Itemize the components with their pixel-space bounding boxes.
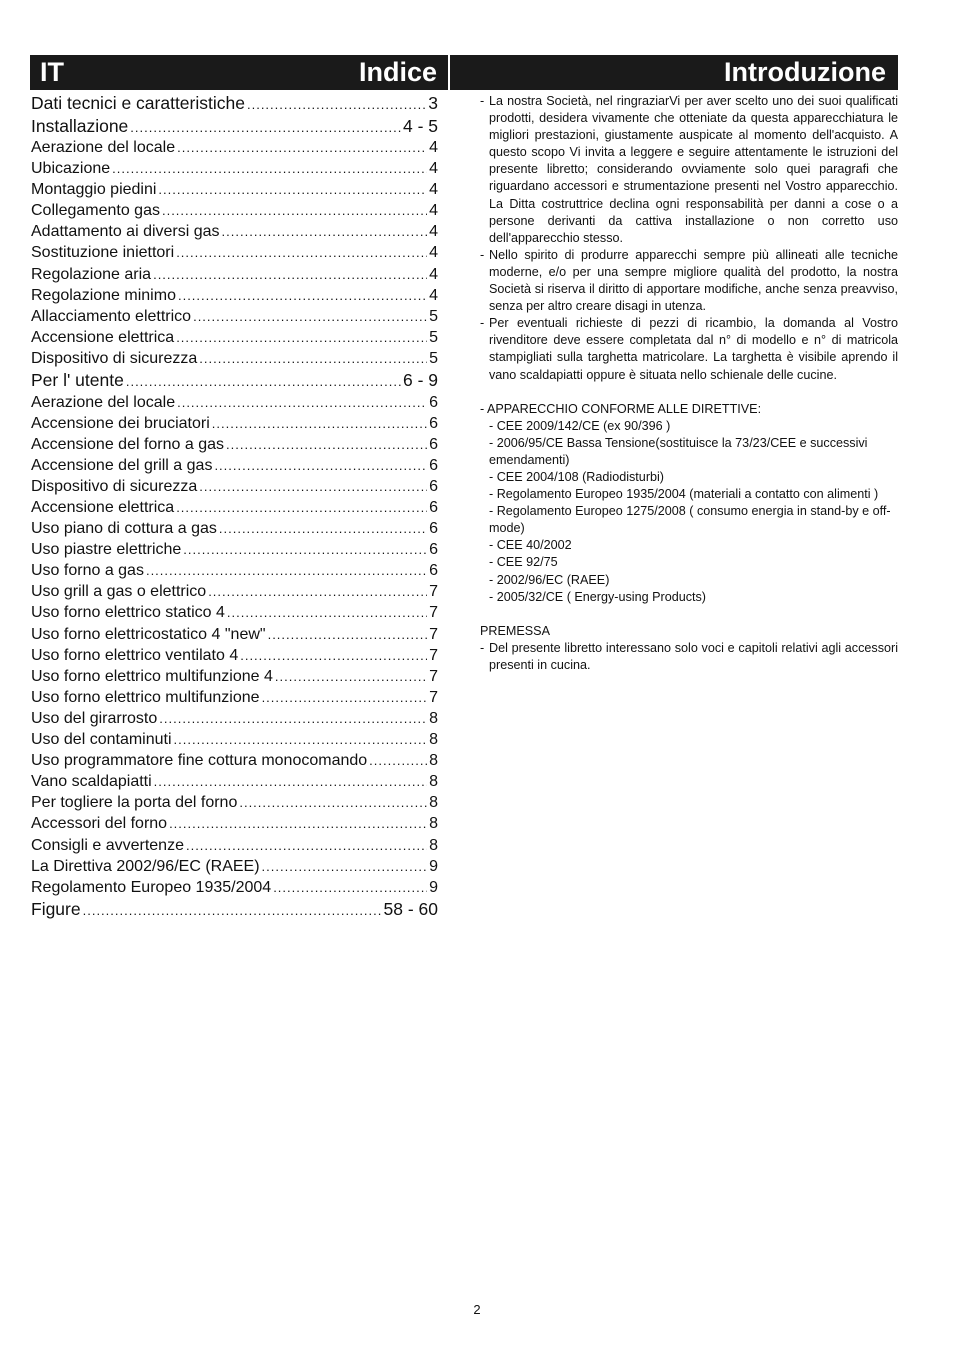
toc-leader-dots [186,835,427,856]
toc-entry-page: 8 [429,815,438,833]
toc-leader-dots [208,581,427,602]
toc-entry-page: 7 [429,688,438,706]
introduction-text [480,93,898,674]
toc-entry-label: Dispositivo di sicurezza [31,349,198,367]
toc-entry-page: 8 [429,752,438,770]
toc-entry [31,602,438,623]
toc-entry-page: 7 [429,604,438,622]
toc-leader-dots [226,434,427,455]
intro-paragraph: - Per eventuali richieste di pezzi di ricambio, la domanda al Vostro rivenditore deve essere completata dal n° di modello e n° di matricola stampigliati sulla targhetta matricolare. La targhetta è visibile aprendo il vano scaldapiatti oppure è situata nello schienale delle cucine. [480,316,898,382]
toc-entry-page: 4 [429,202,438,220]
directive-item: - CEE 92/75 [489,555,558,570]
toc-leader-dots [199,348,427,369]
toc-entry-label: Aerazione del locale [31,393,176,411]
toc-entry-label: La Direttiva 2002/96/EC (RAEE) [31,857,260,875]
toc-entry-label: Figure [31,898,81,919]
toc-entry [31,835,438,856]
toc-leader-dots [126,371,401,394]
toc-entry-label: Regolamento Europeo 1935/2004 [31,878,272,896]
toc-entry-label: Allacciamento elettrico [31,307,192,325]
toc-leader-dots [159,708,427,729]
conformity-heading: - APPARECCHIO CONFORME ALLE DIRETTIVE: [480,401,762,416]
toc-leader-dots [154,771,427,792]
toc-leader-dots [199,476,427,497]
toc-entry-page: 4 [429,286,438,304]
toc-leader-dots [273,877,427,898]
toc-entry-label: Accensione del grill a gas [31,456,213,474]
toc-entry-page: 6 [429,477,438,495]
toc-entry [31,413,438,434]
toc-entry-page: 8 [429,709,438,727]
toc-entry [31,137,438,158]
toc-entry-label: Uso grill a gas o elettrico [31,583,207,601]
toc-entry-label: Uso piano di cottura a gas [31,520,217,538]
toc-leader-dots [212,413,427,434]
toc-entry [31,285,438,306]
toc-entry-page: 4 - 5 [402,115,438,136]
toc-entry [31,327,438,348]
toc-entry-page: 6 [429,393,438,411]
toc-entry-label: Uso forno elettrico multifunzione 4 [31,667,273,685]
toc-entry-label: Montaggio piedini [31,181,157,199]
toc-entry-label: Uso forno elettrico ventilato 4 [31,646,239,664]
toc-leader-dots [275,666,427,687]
header-bar [30,55,898,90]
toc-entry-page: 7 [429,667,438,685]
toc-entry [31,242,438,263]
toc-entry-label: Regolazione aria [31,265,152,283]
toc-entry [31,581,438,602]
toc-leader-dots [162,200,427,221]
toc-entry-label: Dispositivo di sicurezza [31,477,198,495]
toc-entry [31,115,438,138]
toc-entry [31,348,438,369]
toc-entry [31,645,438,666]
toc-entry [31,264,438,285]
toc-entry [31,455,438,476]
toc-entry [31,392,438,413]
header-divider [448,55,450,90]
toc-entry-page: 4 [429,181,438,199]
toc-leader-dots [130,117,401,140]
toc-leader-dots [369,750,427,771]
toc-entry [31,666,438,687]
toc-entry-label: Uso forno elettrico statico 4 [31,604,225,622]
toc-entry-page: 9 [429,878,438,896]
intro-paragraph: - La nostra Società, nel ringraziarVi per aver scelto uno dei suoi qualificati prodotti, desidera vivamente che otteniate da questa apparecchiatura le migliori prestazioni, giustamente auspicate al momento dell'acquisto. A questo scopo Vi invita a leggere e seguire attentamente le istruzioni del presente libretto; considerando ovviamente solo quei paragrafi che riguardano accessori e strumentazione presenti nel Vostro apparecchio. La Ditta costruttrice declina ogni responsabilità per danni a cose o a persone derivanti da cattiva installazione o non corretto uso dell'apparecchio stesso. [480,94,898,245]
toc-entry-page: 5 [429,349,438,367]
toc-entry-label: Vano scaldapiatti [31,773,152,791]
toc-entry [31,708,438,729]
toc-leader-dots [268,624,428,645]
toc-entry [31,179,438,200]
toc-entry-page: 4 [429,223,438,241]
toc-entry-page: 8 [429,731,438,749]
toc-entry-label: Ubicazione [31,160,111,178]
toc-entry-page: 6 [429,456,438,474]
toc-entry-page: 4 [429,160,438,178]
toc-entry-page: 5 [429,307,438,325]
toc-leader-dots [176,497,427,518]
toc-entry-label: Collegamento gas [31,202,160,220]
toc-entry [31,306,438,327]
toc-leader-dots [176,242,427,263]
toc-entry [31,560,438,581]
toc-entry-page: 58 - 60 [383,898,438,919]
toc-entry-label: Accensione dei bruciatori [31,414,210,432]
toc-entry-label: Adattamento ai diversi gas [31,223,220,241]
toc-entry-page: 6 [429,562,438,580]
directive-item: - CEE 40/2002 [489,538,572,553]
toc-entry-page: 9 [429,857,438,875]
toc-leader-dots [219,518,427,539]
toc-entry-page: 6 - 9 [402,370,438,391]
toc-leader-dots [222,221,428,242]
toc-leader-dots [183,539,427,560]
toc-leader-dots [214,455,427,476]
toc-entry [31,856,438,877]
toc-entry [31,898,438,921]
language-code: IT [40,57,64,87]
toc-leader-dots [239,792,427,813]
toc-entry [31,200,438,221]
toc-entry [31,750,438,771]
toc-leader-dots [174,729,428,750]
toc-entry-label: Per l' utente [31,370,124,391]
toc-leader-dots [193,306,427,327]
toc-leader-dots [112,158,427,179]
toc-entry-label: Uso del contaminuti [31,731,172,749]
intro-paragraph: - Nello spirito di produrre apparecchi sempre più allineati alle tecniche moderne, e/o per una sempre migliore qualità del prodotto, la nostra Società si riserva il diritto di apportare modifiche, anche senza preavviso, senza per altro creare disagi in utenza. [480,247,898,314]
toc-leader-dots [177,392,427,413]
toc-entry-label: Regolazione minimo [31,286,176,304]
toc-leader-dots [169,813,427,834]
toc-entry [31,771,438,792]
toc-entry-page: 8 [429,836,438,854]
toc-leader-dots [262,856,428,877]
toc-entry [31,434,438,455]
index-title: Indice [358,57,437,87]
directive-item: - 2006/95/CE Bassa Tensione(sostituisce la 73/23/CEE e successivi emendamenti) [489,435,868,467]
toc-leader-dots [153,264,427,285]
toc-entry [31,877,438,898]
toc-leader-dots [176,327,427,348]
toc-entry-label: Installazione [31,115,129,136]
directives-list [480,418,898,606]
directive-item: - Regolamento Europeo 1935/2004 (materiali a contatto con alimenti ) [489,487,879,502]
toc-entry-label: Uso piastre elettriche [31,541,182,559]
toc-entry-label: Uso forno elettrico multifunzione [31,688,260,706]
toc-entry [31,624,438,645]
toc-leader-dots [178,285,427,306]
toc-leader-dots [247,94,426,117]
toc-entry-label: Uso forno a gas [31,562,144,580]
toc-leader-dots [240,645,427,666]
toc-entry-label: Consigli e avvertenze [31,836,184,854]
toc-entry [31,497,438,518]
toc-leader-dots [83,900,382,923]
toc-entry-label: Accensione elettrica [31,328,175,346]
toc-entry-page: 4 [429,244,438,262]
toc-entry [31,687,438,708]
page-number: 2 [473,1302,481,1317]
toc-entry-label: Dati tecnici e caratteristiche [31,93,245,113]
toc-entry-page: 4 [429,265,438,283]
toc-entry-page: 6 [429,520,438,538]
toc-entry [31,476,438,497]
toc-entry-label: Uso forno elettricostatico 4 "new" [31,625,266,643]
toc-entry [31,158,438,179]
toc-entry-page: 6 [429,414,438,432]
toc-entry [31,221,438,242]
toc-entry-page: 3 [428,93,438,113]
introduction-title: Introduzione [724,57,886,87]
toc-entry-label: Sostituzione iniettori [31,244,175,262]
directive-item: - 2002/96/EC (RAEE) [489,572,610,587]
toc-entry-page: 6 [429,541,438,559]
toc-entry-page: 8 [429,794,438,812]
toc-entry-label: Per togliere la porta del forno [31,794,238,812]
directive-item: - Regolamento Europeo 1275/2008 ( consumo energia in stand-by e off-mode) [489,504,891,536]
directive-item: - CEE 2004/108 (Radiodisturbi) [489,469,665,484]
table-of-contents [31,92,438,920]
premessa-heading: PREMESSA [480,623,550,638]
toc-entry [31,369,438,392]
toc-leader-dots [227,602,427,623]
toc-entry-page: 7 [429,625,438,643]
toc-entry-page: 4 [429,139,438,156]
toc-entry-label: Accensione del forno a gas [31,435,225,453]
toc-entry-page: 7 [429,646,438,664]
toc-entry [31,813,438,834]
directive-item: - 2005/32/CE ( Energy-using Products) [489,589,706,604]
toc-entry [31,518,438,539]
toc-entry-page: 5 [429,328,438,346]
toc-entry [31,729,438,750]
toc-entry [31,92,438,115]
toc-entry-page: 6 [429,499,438,516]
toc-entry-page: 7 [429,583,438,601]
toc-leader-dots [146,560,427,581]
toc-entry-label: Accessori del forno [31,815,168,833]
toc-entry-page: 8 [429,773,438,791]
toc-entry-page: 6 [429,435,438,453]
toc-leader-dots [158,179,427,200]
toc-entry [31,792,438,813]
toc-entry-label: Aerazione del locale [31,139,176,156]
toc-entry-label: Uso programmatore fine cottura monocomando [31,752,368,770]
toc-entry-label: Uso del girarrosto [31,709,158,727]
toc-leader-dots [262,687,428,708]
directive-item: - CEE 2009/142/CE (ex 90/396 ) [489,418,671,433]
toc-entry-label: Accensione elettrica [31,499,175,516]
toc-entry [31,539,438,560]
toc-leader-dots [177,137,427,158]
premessa-paragraph: - Del presente libretto interessano solo voci e capitoli relativi agli accessori presenti in cucina. [480,640,898,672]
